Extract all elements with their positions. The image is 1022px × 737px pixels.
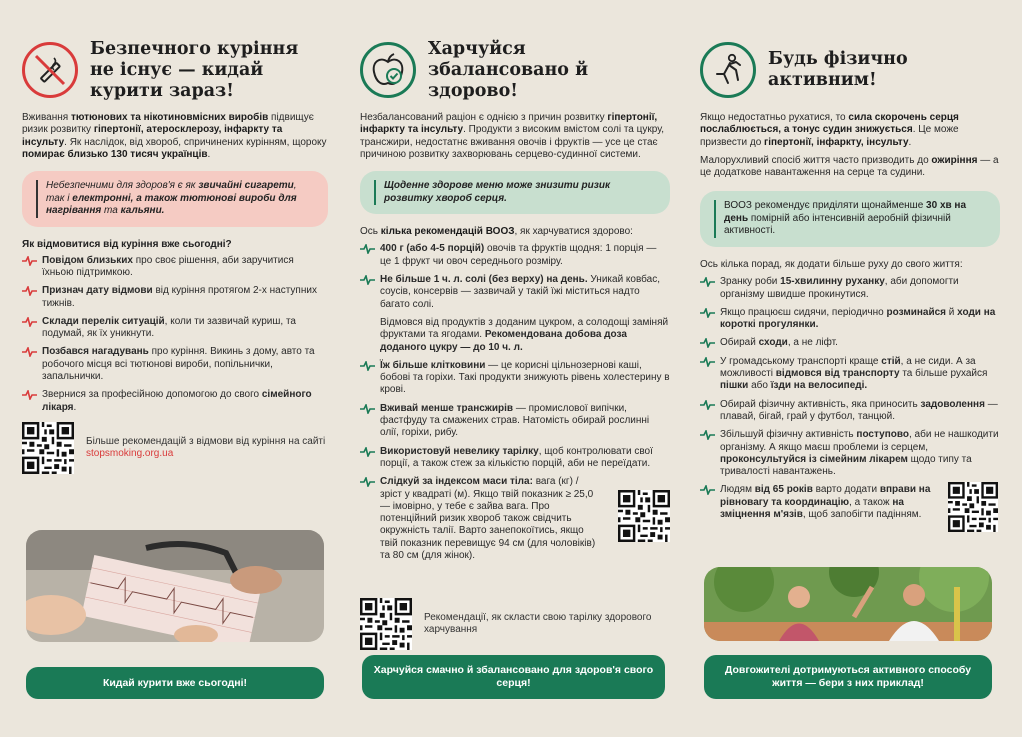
smoking-panel bbox=[22, 0, 328, 737]
pulse-icon bbox=[700, 400, 715, 410]
who-lead: Ось кілька рекомендацій ВООЗ, як харчуватися здорово: bbox=[360, 226, 633, 238]
stopsmoking-link[interactable]: stopsmoking.org.ua bbox=[86, 447, 174, 459]
list-item: Звернися за професійною допомогою до свого сімейного лікаря. bbox=[22, 389, 328, 414]
list-item: Якщо працюєш сидячи, періодично розминайся й ходи на короткі прогулянки. bbox=[700, 307, 1000, 332]
quit-smoking-button[interactable]: Кидай курити вже сьогодні! bbox=[26, 667, 324, 699]
list-item: 400 г (або 4-5 порцій) овочів та фруктів щодня: 1 порція — це 1 фрукт чи овоч середнього розміру. bbox=[360, 243, 670, 268]
list-item: У громадському транспорті краще стій, а не сиди. А за можливості відмовся від транспорту та більше рухайся пішки або їзди на велосипеді. bbox=[700, 356, 1000, 393]
qr-code-icon[interactable] bbox=[360, 598, 412, 650]
list-item: Повідом близьких про своє рішення, аби заручитися їхньою підтримкою. bbox=[22, 255, 328, 280]
pulse-icon bbox=[360, 404, 375, 414]
list-item: Склади перелік ситуацій, коли ти зазвичай куриш, та подумай, як їх уникнути. bbox=[22, 316, 328, 341]
pulse-icon bbox=[22, 390, 37, 400]
pulse-icon bbox=[22, 256, 37, 266]
quit-subheading: Як відмовитися від куріння вже сьогодні? bbox=[22, 238, 232, 250]
pulse-icon bbox=[360, 275, 375, 285]
smoking-callout: Небезпечними для здоров'я є як звичайні сигарети, так і електронні, а також тютюнові вироби для нагрівання та кальяни. bbox=[22, 171, 328, 227]
pulse-icon bbox=[22, 347, 37, 357]
activity-callout: ВООЗ рекомендує приділяти щонайменше 30 хв на день помірній або інтенсивній аеробній фізичній активності. bbox=[700, 191, 1000, 247]
pulse-icon bbox=[360, 447, 375, 457]
activity-title: Будь фізично активним! bbox=[768, 49, 908, 90]
list-item: Слідкуй за індексом маси тіла: вага (кг) / зріст у квадраті (м). Якщо твій показник ≥ 25,0 — імовірно, у тебе є зайва вага. Про потенційний ризик хвороб також свідчить окружність талії. Варто занепокоїтись, якщо твій показник перевищує 94 см (для чоловіків) та 80 см (для жінок). bbox=[360, 476, 670, 562]
list-item: Не більше 1 ч. л. солі (без верху) на день. Уникай ковбас, соусів, консервів — зазвичай у такій їжі міститься надто багато солі. bbox=[360, 274, 670, 311]
list-item: Використовуй невелику тарілку, щоб контролювати свої порції, а також стеж за кількістю порцій, аби не переїдати. bbox=[360, 446, 670, 471]
activity-list bbox=[700, 276, 1000, 521]
pulse-icon bbox=[22, 286, 37, 296]
list-item: Признач дату відмови від куріння протягом 2-х наступних тижнів. bbox=[22, 285, 328, 310]
activity-photo bbox=[704, 567, 992, 641]
quit-list bbox=[22, 255, 328, 414]
activity-lead: Ось кілька порад, як додати більше руху до свого життя: bbox=[700, 258, 963, 270]
pulse-icon bbox=[700, 357, 715, 367]
qr-code-icon[interactable] bbox=[618, 490, 670, 542]
list-item: Збільшуй фізичну активність поступово, аби не нашкодити організму. А якщо маєш проблеми із серцем, проконсультуйся із сімейним лікарем щодо типу та тривалості навантажень. bbox=[700, 429, 1000, 478]
eat-healthy-button[interactable]: Харчуйся смачно й збалансовано для здоров'я свого серця! bbox=[362, 655, 665, 699]
list-item: Обирай фізичну активність, яка приносить задоволення — плавай, бігай, грай у футбол, танцюй. bbox=[700, 399, 1000, 424]
smoking-intro: Вживання тютюнових та нікотиновмісних виробів підвищує ризик розвитку гіпертонії, атеросклерозу, інфаркту та інсульту. Як наслідок, від хвороб, спричинених курінням, щороку помирає близько 130 тисяч українців. bbox=[22, 112, 327, 160]
smoking-header bbox=[22, 0, 328, 112]
activity-header bbox=[700, 0, 1000, 112]
pulse-icon bbox=[700, 338, 715, 348]
nutrition-title: Харчуйся збалансовано й здорово! bbox=[428, 38, 589, 101]
pulse-icon bbox=[700, 430, 715, 440]
nutrition-callout: Щоденне здорове меню може знизити ризик розвитку хвороб серця. bbox=[360, 171, 670, 214]
ecg-photo bbox=[26, 530, 324, 642]
list-item: Вживай менше трансжирів — промислової випічки, фастфуду та смажених страв. Натомість обирай рослинні олії, горіхи, рибу. bbox=[360, 403, 670, 440]
nutrition-panel bbox=[360, 0, 670, 737]
pulse-icon bbox=[360, 361, 375, 371]
list-item: Їж більше клітковини — це корисні цільнозернові каші, бобові та горіхи. Такі продукти знижують рівень холестерину в крові. bbox=[360, 360, 670, 397]
list-item: Обирай сходи, а не ліфт. bbox=[700, 337, 1000, 349]
activity-intro-2: Малорухливий спосіб життя часто призводить до ожиріння — а це додаткове навантаження на серце та судини. bbox=[700, 154, 999, 179]
list-item: Людям від 65 років варто додати вправи на рівновагу та координацію, а також на зміцнення м'язів, щоб запобігти падінням. bbox=[700, 484, 1000, 521]
active-lifestyle-button[interactable]: Довгожителі дотримуються активного способу життя — бери з них приклад! bbox=[704, 655, 992, 699]
qr-code-icon[interactable] bbox=[22, 422, 74, 474]
pulse-icon bbox=[700, 485, 715, 495]
smoking-qr-row: Більше рекомендацій з відмови від куріння на сайті stopsmoking.org.ua bbox=[22, 422, 328, 474]
activity-intro: Якщо недостатньо рухатися, то сила скорочень серця послаблюється, а тонус судин знижується. Це може призвести до гіпертонії, інфаркту, інсульту. bbox=[700, 112, 959, 148]
list-item: Зранку роби 15-хвилинну руханку, аби допомогти організму швидше прокинутися. bbox=[700, 276, 1000, 301]
pulse-icon bbox=[360, 477, 375, 487]
pulse-icon bbox=[360, 244, 375, 254]
apple-check-icon bbox=[360, 42, 416, 98]
pulse-icon bbox=[22, 317, 37, 327]
nutrition-header bbox=[360, 0, 670, 112]
nutrition-list bbox=[360, 243, 670, 562]
nutrition-qr-row: Рекомендації, як скласти свою тарілку здорового харчування bbox=[360, 598, 660, 650]
activity-panel bbox=[700, 0, 1000, 737]
smoking-title: Безпечного куріння не існує — кидай курити зараз! bbox=[90, 38, 299, 101]
running-person-icon bbox=[700, 42, 756, 98]
list-item: Позбався нагадувань про куріння. Викинь з дому, авто та робочого місця всі тютюнові вироби, попільнички, запальнички. bbox=[22, 346, 328, 383]
nutrition-intro: Незбалансований раціон є однією з причин розвитку гіпертонії, інфаркту та інсульту. Продукти з високим вмістом солі та цукру, трансжири, недостатнє вживання овочів і фруктів — усе це стає причиною розвитку захворювань серцево-судинної системи. bbox=[360, 112, 664, 160]
no-smoking-icon bbox=[22, 42, 78, 98]
list-item: Відмовся від продуктів з доданим цукром, а солодощі заміняй фруктами та ягодами. Рекомендована добова доза доданого цукру — до 10 ч. л. bbox=[380, 316, 669, 353]
qr-code-icon[interactable] bbox=[948, 482, 998, 532]
pulse-icon bbox=[700, 308, 715, 318]
pulse-icon bbox=[700, 277, 715, 287]
